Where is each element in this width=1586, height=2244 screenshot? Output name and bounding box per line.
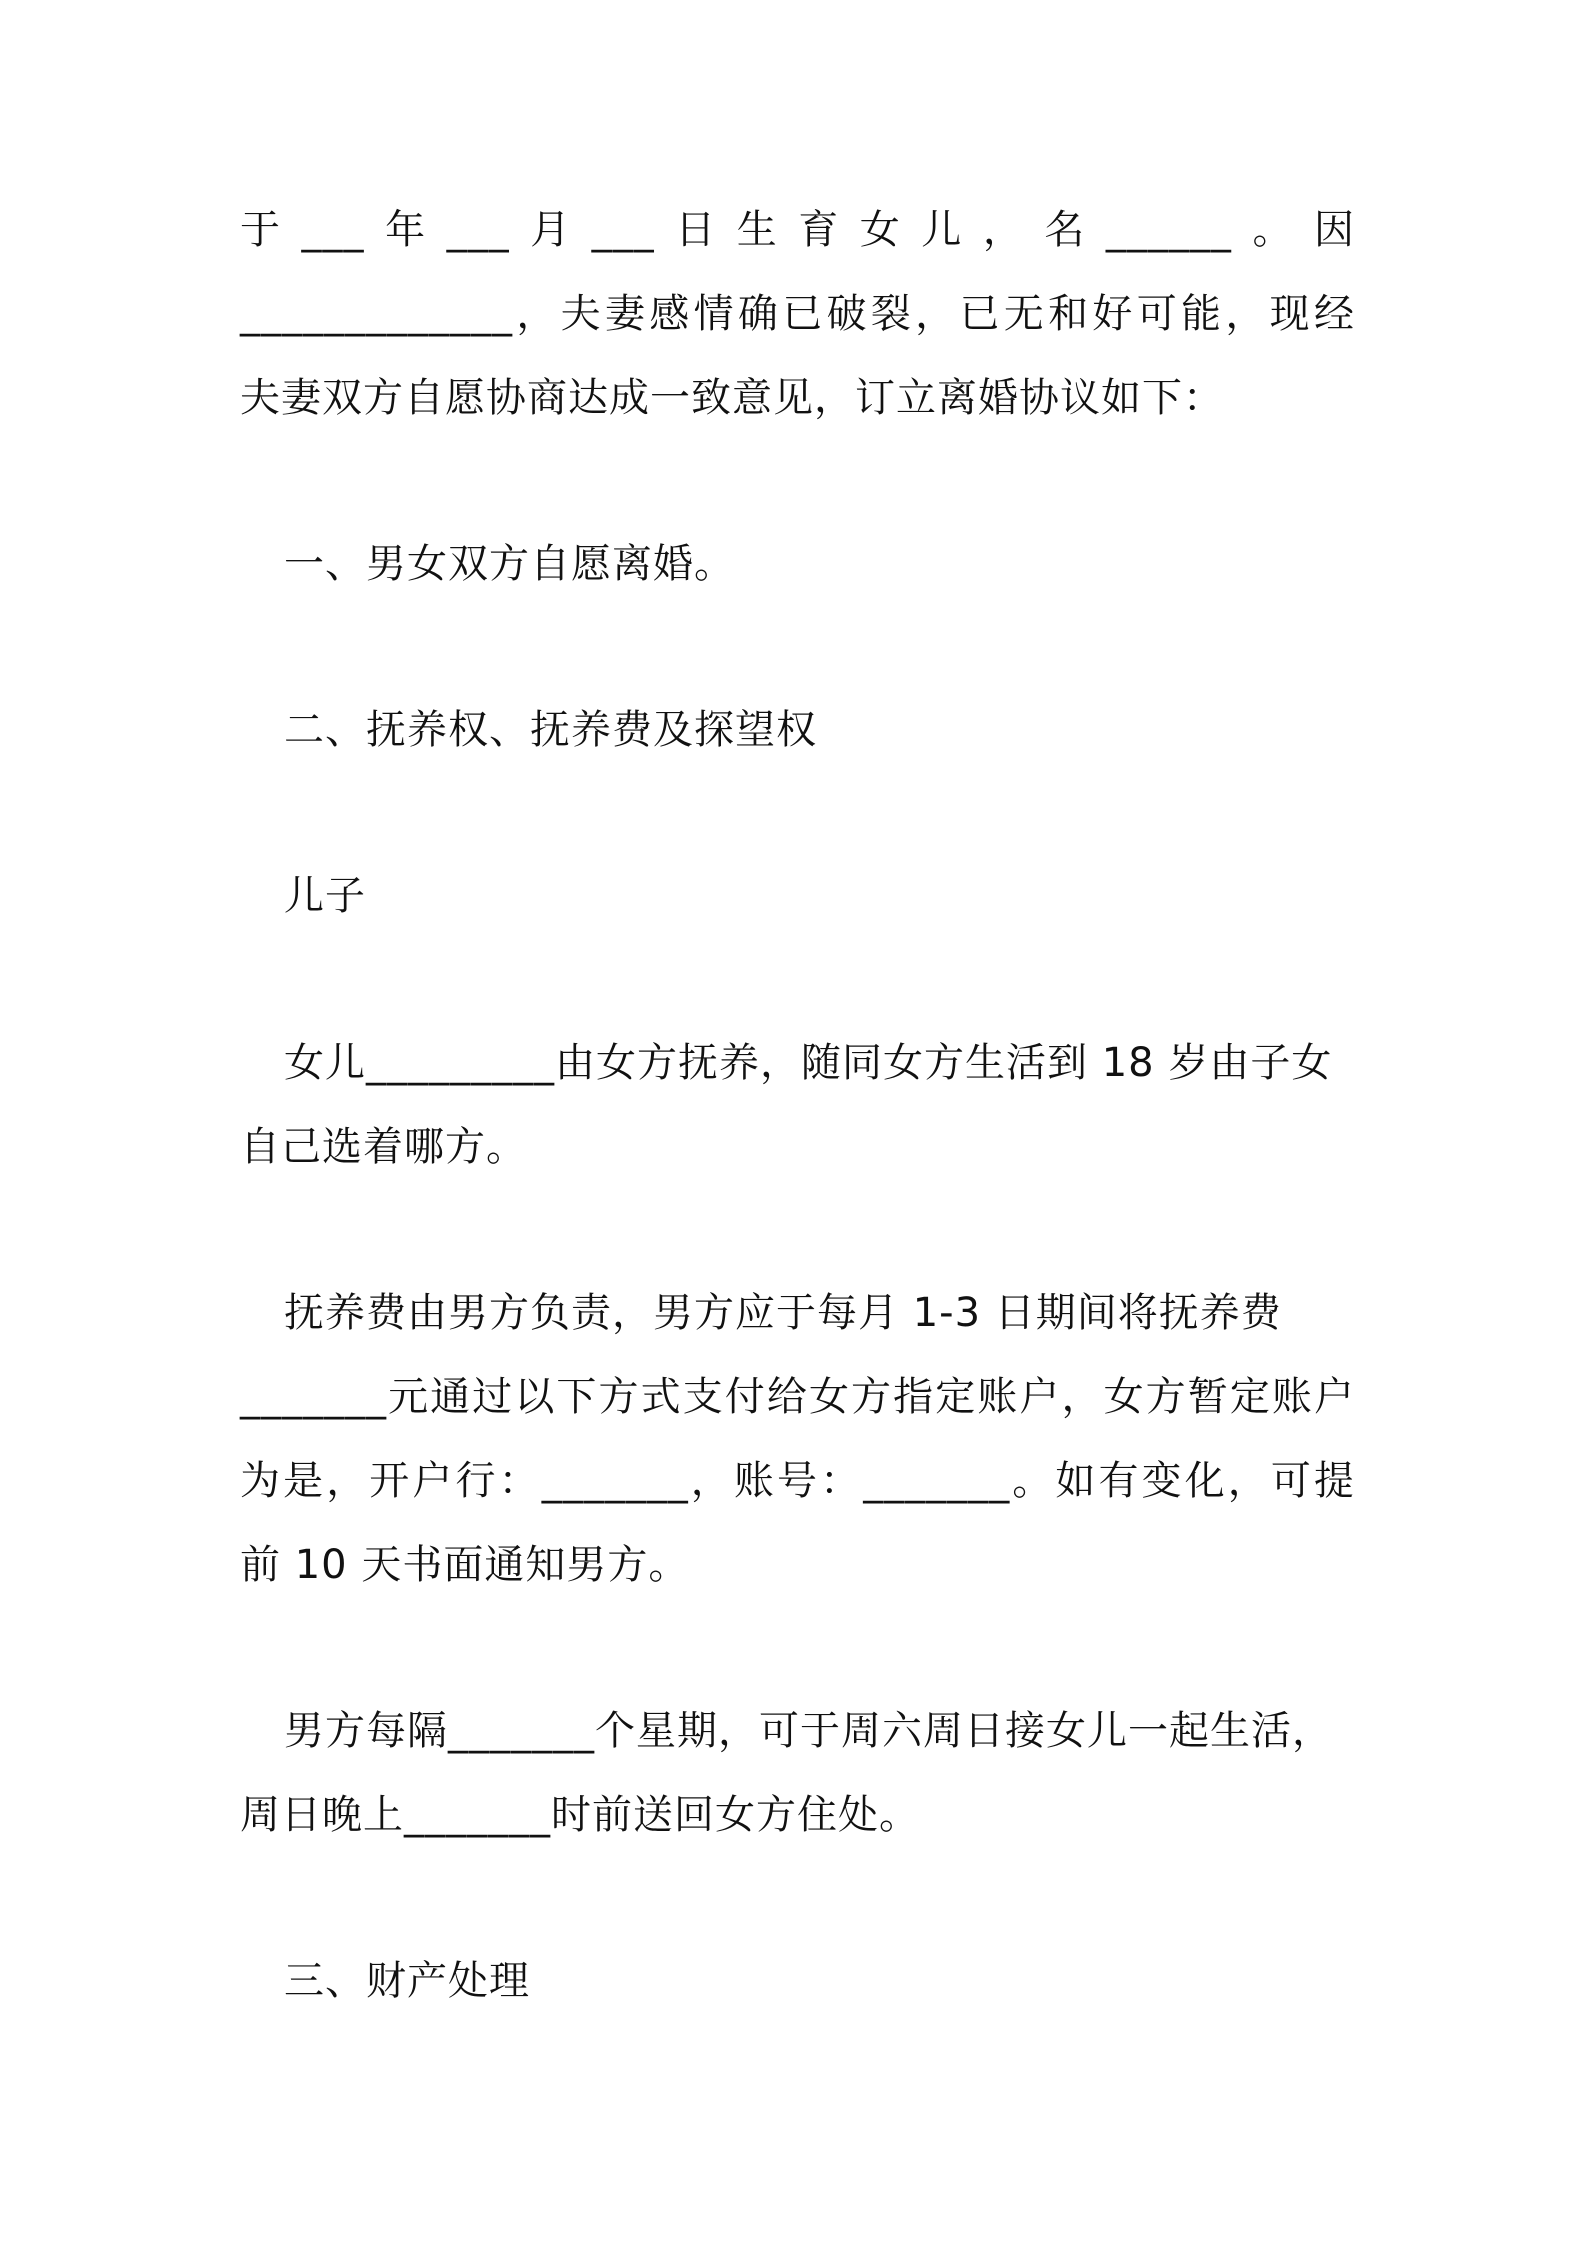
support-line-1: 抚养费由男方负责，男方应于每月 1-3 日期间将抚养费 [284,1290,1282,1336]
visitation-line-1: 男方每隔_______个星期，可于周六周日接女儿一起生活， [284,1708,1333,1754]
support-line-4: 前 10 天书面通知男方。 [240,1542,690,1588]
son-label: 儿子 [284,873,366,919]
visitation-line-2: 周日晚上_______时前送回女方住处。 [240,1792,920,1838]
intro-line-3: 夫妻双方自愿协商达成一致意见，订立离婚协议如下： [240,375,1224,421]
section-1-heading: 一、男女双方自愿离婚。 [284,541,735,587]
daughter-line-2: 自己选着哪方。 [240,1124,527,1170]
support-line-2: _______元通过以下方式支付给女方指定账户，女方暂定账户 [240,1374,1355,1420]
section-3-heading: 三、财产处理 [284,1958,530,2004]
support-line-3: 为是，开户行：_______，账号：_______。如有变化，可提 [240,1458,1355,1504]
intro-line-1: 于___年___月___日生育女儿，名______。因 [240,207,1355,253]
section-2-heading: 二、抚养权、抚养费及探望权 [284,707,817,753]
daughter-line-1: 女儿_________由女方抚养，随同女方生活到 18 岁由子女 [284,1040,1333,1086]
intro-line-2: _____________，夫妻感情确已破裂，已无和好可能，现经 [240,291,1355,337]
